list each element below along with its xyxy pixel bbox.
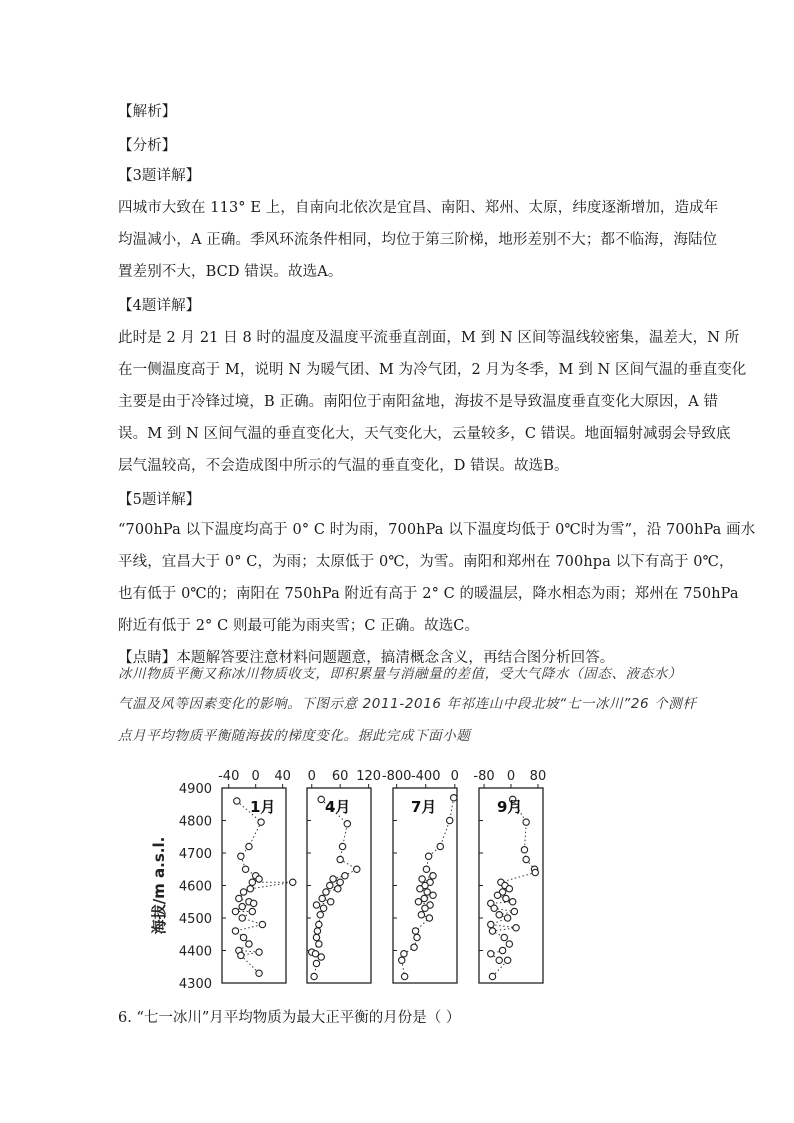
- data-point: [337, 879, 343, 885]
- text-line: 均温减小，A 正确。季风环流条件相同，均位于第三阶梯，地形差别不大；都不临海，海陆位: [118, 232, 718, 248]
- data-point: [489, 973, 495, 979]
- data-point: [430, 892, 436, 898]
- text-line: 在一侧温度高于 M，说明 N 为暖气团、M 为冷气团，2 月为冬季，M 到 N 区间气温的垂直变化: [118, 362, 747, 378]
- data-point: [320, 905, 326, 911]
- data-point: [318, 954, 324, 960]
- data-point: [491, 905, 497, 911]
- x-tick-label: -800: [381, 769, 412, 784]
- data-point: [314, 928, 320, 934]
- data-point: [414, 934, 420, 940]
- data-point: [509, 899, 515, 905]
- data-point: [319, 895, 325, 901]
- data-point: [256, 949, 262, 955]
- data-point: [240, 889, 246, 895]
- y-tick-label: 4600: [178, 879, 212, 895]
- data-point: [511, 908, 517, 914]
- data-point: [232, 908, 238, 914]
- x-tick-label: 80: [529, 769, 547, 784]
- data-point: [447, 817, 453, 823]
- y-tick-label: 4400: [178, 944, 212, 960]
- data-point: [504, 957, 510, 963]
- passage-line: 气温及风等因素变化的影响。下图示意 2011-2016 年祁连山中段北坡“七一冰川”26 个测杆: [118, 696, 697, 712]
- text-line: 附近有低于 2° C 则最可能为雨夹雪；C 正确。故选C。: [118, 618, 480, 634]
- data-point: [496, 912, 502, 918]
- data-point: [250, 900, 256, 906]
- text-line: 【点睛】本题解答要注意材料问题题意，搞清概念含义，再结合图分析回答。: [118, 650, 615, 666]
- text-line: 主要是由于冷锋过境，B 正确。南阳位于南阳盆地，海拔不是导致温度垂直变化大原因，A 错: [118, 394, 719, 410]
- data-point: [430, 873, 436, 879]
- data-point: [335, 886, 341, 892]
- series-line: [236, 801, 293, 973]
- y-tick-label: 4800: [178, 814, 212, 830]
- data-point: [316, 941, 322, 947]
- data-point: [523, 856, 529, 862]
- x-tick-label: 60: [331, 769, 349, 784]
- section-heading: 【解析】: [118, 104, 177, 120]
- data-point: [327, 882, 333, 888]
- data-point: [354, 866, 360, 872]
- x-tick-label: 120: [356, 769, 382, 784]
- y-tick-label: 4300: [178, 977, 212, 988]
- data-point: [415, 899, 421, 905]
- data-point: [240, 934, 246, 940]
- data-point: [401, 973, 407, 979]
- text-line: 【5题详解】: [118, 492, 201, 508]
- data-point: [242, 866, 248, 872]
- y-tick-label: 4500: [178, 912, 212, 927]
- data-point: [246, 843, 252, 849]
- data-point: [489, 928, 495, 934]
- data-point: [330, 876, 336, 882]
- data-point: [423, 866, 429, 872]
- text-line: 【3题详解】: [118, 168, 201, 184]
- text-line: 【分析】: [118, 138, 177, 154]
- data-point: [419, 876, 425, 882]
- data-point: [238, 853, 244, 859]
- data-point: [247, 886, 253, 892]
- data-point: [337, 856, 343, 862]
- text-line: 置差别不大，BCD 错误。故选A。: [118, 264, 343, 280]
- data-point: [239, 903, 245, 909]
- x-tick-label: 40: [274, 769, 291, 784]
- text-line: 层气温较高，不会造成图中所示的气温的垂直变化，D 错误。故选B。: [118, 458, 569, 474]
- data-point: [411, 944, 417, 950]
- question-6: 6. “七一冰川”月平均物质为最大正平衡的月份是（ ）: [118, 1010, 461, 1026]
- passage-line: 冰川物质平衡又称冰川物质收支，即积累量与消融量的差值，受大气降水（固态、液态水）: [118, 666, 682, 682]
- data-point: [506, 886, 512, 892]
- data-point: [317, 912, 323, 918]
- data-point: [417, 886, 423, 892]
- data-point: [311, 973, 317, 979]
- x-tick-label: 0: [450, 769, 459, 784]
- data-point: [236, 895, 242, 901]
- data-point: [318, 796, 324, 802]
- data-point: [344, 821, 350, 827]
- text-line: “700hPa 以下温度均高于 0° C 时为雨，700hPa 以下温度均低于 0℃时为雪”，沿 700hPa 画水: [118, 522, 756, 538]
- y-tick-label: 4900: [178, 782, 212, 797]
- data-point: [323, 889, 329, 895]
- data-point: [412, 928, 418, 934]
- data-point: [316, 921, 322, 927]
- x-tick-label: -400: [410, 769, 441, 784]
- data-point: [422, 905, 428, 911]
- data-point: [532, 869, 538, 875]
- mass-balance-figure: [150, 758, 550, 988]
- x-tick-label: -40: [218, 769, 240, 784]
- text-line: 误。M 到 N 区间气温的垂直变化大，天气变化大，云量较多，C 错误。地面辐射减弱会导致底: [118, 426, 731, 442]
- data-point: [488, 951, 494, 957]
- text-line: 【4题详解】: [118, 298, 201, 314]
- data-point: [488, 921, 494, 927]
- data-point: [258, 819, 264, 825]
- data-point: [313, 934, 319, 940]
- series-line: [491, 799, 536, 976]
- text-line: 四城市大致在 113° E 上，自南向北依次是宜昌、南阳、郑州、太原，纬度逐渐增加，造成年: [118, 200, 719, 216]
- data-point: [503, 895, 509, 901]
- data-point: [513, 925, 519, 931]
- data-point: [339, 843, 345, 849]
- data-point: [425, 853, 431, 859]
- text-line: 平线，宜昌大于 0° C，为雨；太原低于 0℃，为雪。南阳和郑州在 700hpa 以下有高于 0℃，: [118, 554, 734, 570]
- data-point: [501, 934, 507, 940]
- data-point: [328, 899, 334, 905]
- data-point: [523, 819, 529, 825]
- data-point: [506, 941, 512, 947]
- data-point: [496, 957, 502, 963]
- panel-label: 1月: [250, 798, 276, 816]
- data-point: [234, 798, 240, 804]
- panel-label: 7月: [411, 798, 437, 816]
- x-tick-label: 0: [307, 769, 316, 784]
- text-line: 此时是 2 月 21 日 8 时的温度及温度平流垂直剖面，M 到 N 区间等温线较密集，温差大，N 所: [118, 330, 740, 346]
- y-axis-label: 海拔/m a.s.l.: [150, 836, 168, 935]
- data-point: [232, 928, 238, 934]
- y-tick-label: 4700: [178, 847, 212, 862]
- data-point: [342, 873, 348, 879]
- data-point: [246, 941, 252, 947]
- x-tick-label: -80: [473, 769, 495, 784]
- data-point: [494, 892, 500, 898]
- data-point: [249, 879, 255, 885]
- data-point: [256, 970, 262, 976]
- data-point: [499, 947, 505, 953]
- data-point: [239, 915, 245, 921]
- data-point: [238, 952, 244, 958]
- data-point: [249, 908, 255, 914]
- data-point: [259, 921, 265, 927]
- data-point: [256, 876, 262, 882]
- data-point: [313, 902, 319, 908]
- text-line: 也有低于 0℃的；南阳在 750hPa 附近有高于 2° C 的暖温层，降水相态为雨；郑州在 750hPa: [118, 586, 739, 602]
- x-tick-label: 0: [251, 769, 260, 784]
- data-point: [437, 843, 443, 849]
- data-point: [504, 915, 510, 921]
- data-point: [451, 795, 457, 801]
- panel-label: 4月: [325, 798, 351, 816]
- data-point: [290, 879, 296, 885]
- data-point: [401, 951, 407, 957]
- data-point: [521, 847, 527, 853]
- x-tick-label: 0: [506, 769, 516, 784]
- data-point: [399, 957, 405, 963]
- data-point: [313, 960, 319, 966]
- data-point: [418, 912, 424, 918]
- panel-label: 9月: [497, 798, 523, 816]
- data-point: [426, 915, 432, 921]
- passage-line: 点月平均物质平衡随海拔的梯度变化。据此完成下面小题: [118, 728, 471, 744]
